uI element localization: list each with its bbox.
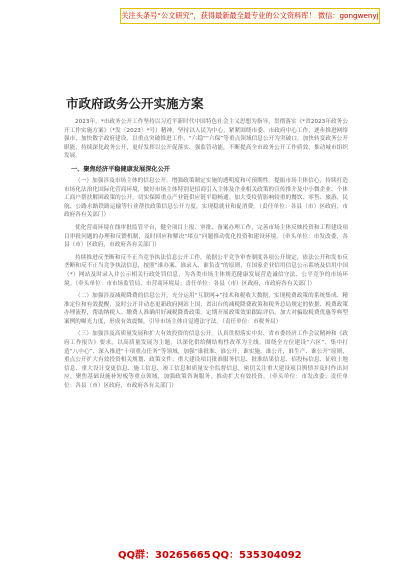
paragraph-4: （二）加强涉及减税降费的信息公开。充分运用“互联网+”技术和税收大数据，实现税费政策的系统集成、精准定位和有效提醒，及时公开并动态更新政府网站上国、省出台的减税降费政策和税务总局规定的依据、税费政策办理流程，帮助纳税人、缴费人准确用好减税降费政策。定期开展政策效果跟踪评估，加大对骗取税费优惠等典型案例的曝光力度，形成有效震慑，引导市场主体自觉遵法守法。（责任单位：市税务局） <box>64 293 348 325</box>
footer-qq-group: QQ群：30265665 <box>118 550 211 561</box>
footer-qq-number: QQ：535304092 <box>212 550 302 561</box>
paragraph-1: （一）加强涉及市场主体的信息公开。增强政策制定实施的透明度和可预期性。提振市场主体信心，持续打造市场化法治化国际化营商环境，做好市场主体特别是招商引入主体及企业相关政策的宣传推介及中小微企业、个体工商户帮扶解困政策的公开，切实保障重点产业链供应链平稳畅通。加大受疫情影响较重的餐饮、零售、旅游、民航、公路水路铁路运输等行业帮扶政策信息公开力度，实现稳就业和促消费。（责任单位：各县（市）区政府，市政府各有关部门） <box>64 177 348 219</box>
promo-banner <box>120 8 380 24</box>
document-title: 市政府政务公开实施方案 <box>66 96 204 111</box>
paragraph-intro: 2023年，*市政务公开工作坚持以习近平新时代中国特色社会主义思想为指导，贯彻落实《*省2023年政务公开工作实施方案》（*发〔2023〕*号）精神，坚持以人民为中心，紧紧围绕市委、市政府中心工作，逐步推进网络强市，加快数字政府建设，以重点突破推进工作、“六稳”“六保”等重点领域信息公开为突破口，加快转变政务公开职能，持续深化政务公开，更好发挥以公开促落实、强监管功能，不断提高全市政务公开工作质效，推动城市组织发展。 <box>64 119 348 160</box>
paragraph-3: 持续推进反垄断和反不正当竞争执法信息公开工作。依据公平竞争审查制度各项公开规定，依法公开和发布反垄断和反不正当竞争执法信息，按照“谁办案、谁录入、谁负责”的原则，在国家企业信用信息公示系统及信用中国（*）网站及时录入并公示相关行政处罚信息，为各类市场主体规范健康发展营造诚信守法、公平竞争的市场环境。（牵头单位：市市场监管局、市营商环境局；责任单位：各县（市）区政府，市政府各有关部门） <box>64 254 348 287</box>
document-body <box>64 118 348 395</box>
promo-banner-text: 关注头条号“公文研究”，获得最新最全最专业的公文资料库！ 微信：gongwenyj <box>121 11 379 20</box>
paragraph-2: 优化营商环境在线审批监管平台，健全项目上报、审批、备案办理工作，完善市场主体反映投资和工程建设项目审批问题的办理和反馈机制，及时回应和解决“堵点”问题推动优化投资和建设环境。（牵头单位：市发改委，各县（市）区政府，市政府各有关部门） <box>64 224 348 249</box>
section-heading-1: 一、聚焦经济平稳健康发展深化公开 <box>71 165 170 173</box>
paragraph-5: （三）加强涉及高质量发展和扩大有效投资的信息公开。认真贯彻落实中央、省市委经济工作会议精神和《政府工作报告》要求，以高质量发展为主题，以深化供给侧结构性改革为主线，围绕全方位建设“六区”、集中打造“八中心”、深入推进“十项重点任务”等领域，加强“谁批准、谁公开，谁实施、谁公开，谁生产、谁公开”原则，重点公开扩大有效投资相关规划、政策文件；重大建设项目批准服务信息、批准结果信息、招投标信息、征收土地信息、重大设计变更信息、施工信息、竣工信息和质量安全监督信息，密切关注重大建设项目舆情并及时作出回应。聚焦基础设施补短板等重点领域，加强政策咨询服务，推动扩大有效投资。（牵头单位：市发改委；责任单位：各县（市）区政府，市政府各有关部门） <box>64 331 348 390</box>
